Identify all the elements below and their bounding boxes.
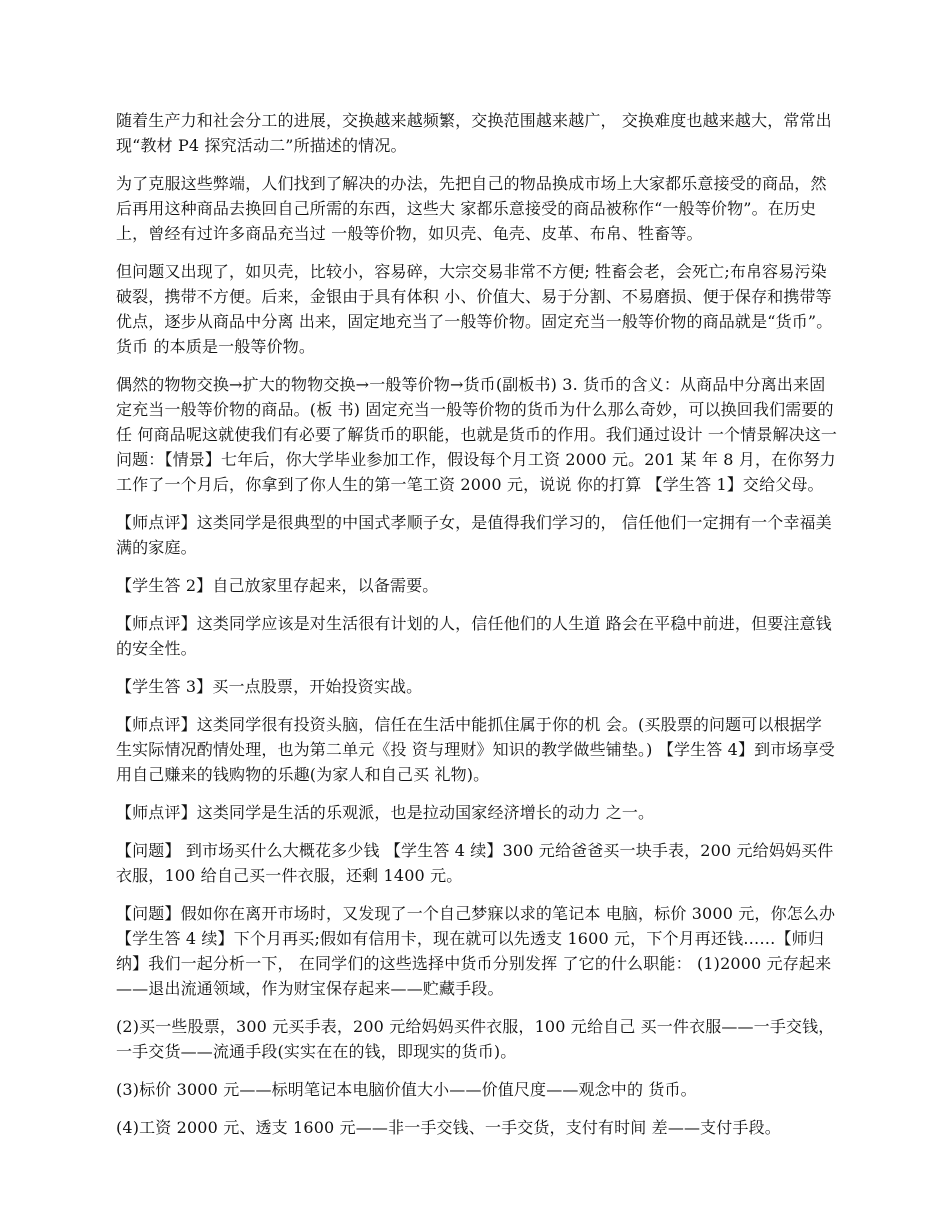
paragraph-10: 【师点评】这类同学是生活的乐观派，也是拉动国家经济增长的动力 之一。	[116, 803, 655, 822]
paragraph-3: 但问题又出现了，如贝壳，比较小，容易碎，大宗交易非常不方便; 牲畜会老，会死亡;布帛容易污染破裂，携带不方便。后来，金银由于具有体积 小、价值大、易于分割、不易磨损、便于保存和携带等优点，逐步从商品中分离 出来，固定地充当了一般等价物。固定充当一般等价物的商品就是“货币”。货币 的本质是一般等价物。	[116, 262, 833, 356]
paragraph-6: 【学生答 2】自己放家里存起来，以备需要。	[116, 576, 439, 595]
paragraph-2: 为了克服这些弊端，人们找到了解决的办法，先把自己的物品换成市场上大家都乐意接受的商品，然后再用这种商品去换回自己所需的东西，这些大 家都乐意接受的商品被称作“一般等价物”。在历史上，曾经有过许多商品充当过 一般等价物，如贝壳、龟壳、皮革、布帛、牲畜等。	[116, 174, 827, 243]
paragraph-13: (2)买一些股票，300 元买手表，200 元给妈妈买件衣服，100 元给自己 买一件衣服——一手交钱，一手交货——流通手段(实实在在的钱，即现实的货币)。	[116, 1017, 835, 1061]
paragraph-5: 【师点评】这类同学是很典型的中国式孝顺子女，是值得我们学习的， 信任他们一定拥有一个幸福美满的家庭。	[116, 513, 832, 557]
paragraph-1: 随着生产力和社会分工的进展，交换越来越频繁，交换范围越来越广， 交换难度也越来越大，常常出现“教材 P4 探究活动二”所描述的情况。	[116, 111, 832, 155]
paragraph-12: 【问题】假如你在离开市场时，又发现了一个自己梦寐以求的笔记本 电脑，标价 3000 元，你怎么办 【学生答 4 续】下个月再买;假如有信用卡，现在就可以先透支 1600 元，下个月再还钱……【师归纳】我们一起分析一下， 在同学们的这些选择中货币分别发挥 了它的什么职能： (1)2000 元存起来——退出流通领域，作为财宝保存起来——贮藏手段。	[116, 904, 836, 998]
paragraph-14: (3)标价 3000 元——标明笔记本电脑价值大小——价值尺度——观念中的 货币。	[116, 1080, 697, 1099]
paragraph-11: 【问题】 到市场买什么大概花多少钱 【学生答 4 续】300 元给爸爸买一块手表，200 元给妈妈买件衣服，100 给自己买一件衣服，还剩 1400 元。	[116, 841, 834, 885]
paragraph-7: 【师点评】这类同学应该是对生活很有计划的人，信任他们的人生道 路会在平稳中前进，但要注意钱的安全性。	[116, 614, 832, 658]
paragraph-9: 【师点评】这类同学很有投资头脑，信任在生活中能抓住属于你的机 会。(买股票的问题可以根据学生实际情况酌情处理，也为第二单元《投 资与理财》知识的教学做些铺垫。) 【学生答 4】到市场享受用自己赚来的钱购物的乐趣(为家人和自己买 礼物)。	[116, 715, 835, 784]
paragraph-4: 偶然的物物交换→扩大的物物交换→一般等价物→货币(副板书) 3. 货币的含义：从商品中分离出来固定充当一般等价物的商品。(板 书) 固定充当一般等价物的货币为什么那么奇妙，可以换回我们需要的任 何商品呢这就使我们有必要了解货币的职能，也就是货币的作用。我们通过设计 一个情景解决这一问题：【情景】七年后，你大学毕业参加工作，假设每个月工资 2000 元。201 某 年 8 月，在你努力工作了一个月后，你拿到了你人生的第一笔工资 2000 元，说说 你的打算 【学生答 1】交给父母。	[116, 375, 838, 494]
paragraph-15: (4)工资 2000 元、透支 1600 元——非一手交钱、一手交货，支付有时间 差——支付手段。	[116, 1118, 781, 1137]
paragraph-8: 【学生答 3】买一点股票，开始投资实战。	[116, 677, 423, 696]
